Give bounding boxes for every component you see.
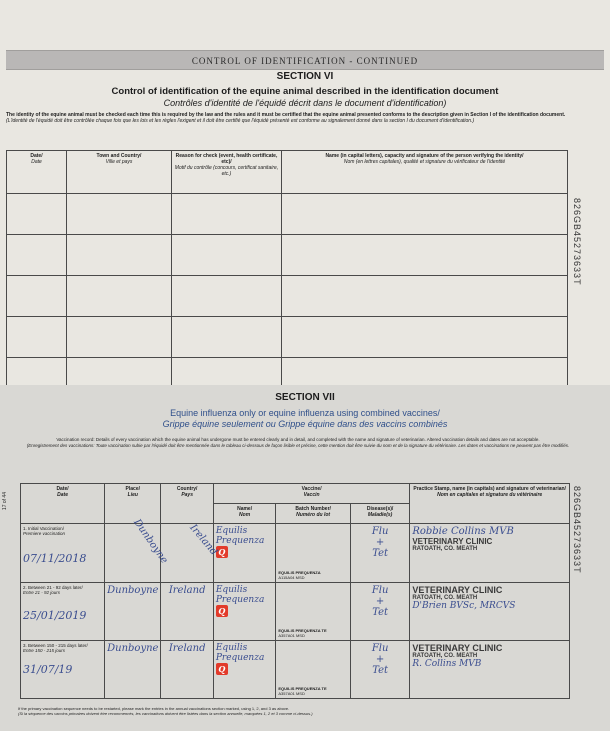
country-value: Ireland <box>161 583 213 641</box>
date-value: 25/01/2019 <box>23 609 87 622</box>
footer-fr: (Si la séquence des vaccins primaires doivent être recommencés, les vaccinations doivent être listées dans la section annuelle, marquées 1, 2 et 3 comme ci-dessus.) <box>18 711 313 716</box>
col-verifier: Name (in capital letters), capacity and signature of the person verifying the identity/ Nom (en lettres capitales), qualité et signature du vérificateur de l'identité <box>282 151 568 194</box>
section6-intro-fr: (L'identité de l'équidé doit être contrôlée chaque fois que les lois et les règles l'exigent et il doit être certifié que l'équidé présenté est conforme au signalement donné dans la section I du document d'identification.) <box>6 118 475 124</box>
place-value: Dunboyne <box>105 641 161 699</box>
identity-check-table <box>6 150 568 399</box>
section7-title: SECTION VII <box>275 392 335 403</box>
passport-id-top: 826GB45273633T <box>572 198 582 286</box>
date-cell: 3. Between 150 - 215 days later/ Entre 150 - 215 jours 31/07/19 <box>21 641 105 699</box>
col-vet: Practice Stamp, name (in capitals) and signature of veterinarian/ Nom en capitales et signature du vétérinaire <box>410 484 570 524</box>
table-row <box>21 641 570 699</box>
footer-en: If the primary vaccination sequence needs to be restarted, please mark the entries in the annual vaccinations section marked, using 1, 2, and 3 as above. <box>18 706 290 711</box>
table-row <box>7 235 568 276</box>
col-vaccine-name: Name/ Nom <box>213 504 276 524</box>
date-value: 31/07/19 <box>23 663 73 676</box>
table-row <box>21 583 570 641</box>
section6-heading-fr: Contrôles d'identité de l'équidé décrit dans le document d'identification) <box>163 98 447 108</box>
col-disease: Disease(s)/ Maladie(s) <box>350 504 409 524</box>
equilis-logo-icon: Q <box>216 546 228 558</box>
col-date: Date/ Date <box>21 484 105 524</box>
date-cell: 1. Initial Vaccination/ Premiere vaccination 07/11/2018 <box>21 524 105 583</box>
vaccine-name: Equilis Prequenza Q <box>213 524 276 583</box>
col-batch: Batch Number/ Numéro du lot <box>276 504 351 524</box>
header-band <box>6 50 604 70</box>
section6-intro-en: The identity of the equine animal must be checked each time this is required by the law and the rules and it must be certified that the equine animal presented conforms to the description given in Section I of the identification document. <box>6 112 566 118</box>
table-row <box>21 524 570 583</box>
date-value: 07/11/2018 <box>23 552 87 565</box>
col-date: Date/ Date <box>7 151 67 194</box>
vaccine-name: Equilis Prequenza Q <box>213 583 276 641</box>
equilis-logo-icon: Q <box>216 605 228 617</box>
date-cell: 2. Between 21 - 92 days later/ Entre 21 - 92 jours 25/01/2019 <box>21 583 105 641</box>
vaccination-table <box>20 483 570 699</box>
section7-note-fr: (Enregistrement des vaccinations: Toute vaccination subie par l'équidé doit être mentionnée dans le tableau ci-dessous de façon lisible et précise, cette mention doit être suivie du nom et de la signature du vétérinaire. Les dates et vaccinations ne peuvent pas être modifiés. <box>26 443 570 448</box>
table-row <box>7 317 568 358</box>
col-reason: Reason for check (event, health certificate, etc)/ Motif du contrôle (concours, certificat sanitaire, etc.) <box>172 151 282 194</box>
section6-intro <box>6 112 566 124</box>
table-row <box>7 194 568 235</box>
disease-value: Flu + Tet <box>350 641 409 699</box>
disease-value: Flu + Tet <box>350 524 409 583</box>
country-value: Ireland <box>161 641 213 699</box>
section6-title: SECTION VI <box>276 71 334 82</box>
batch-label: EQUILIS PREQUENZA A115A04 MSD <box>276 524 351 583</box>
section7-heading: Equine influenza only or equine influenza using combined vaccines/ <box>170 408 440 418</box>
place-value: Dunboyne <box>105 583 161 641</box>
table-row <box>7 276 568 317</box>
vet-stamp: VETERINARY CLINIC RATOATH, CO. MEATH R. Collins MVB <box>410 641 570 699</box>
disease-value: Flu + Tet <box>350 583 409 641</box>
batch-label: EQUILIS PREQUENZA TE A357A01 MSD <box>276 641 351 699</box>
section7-footer <box>18 706 578 716</box>
page-number-side: 17 of 44 <box>2 492 8 511</box>
section7-note-en: Vaccination record: Details of every vaccination which the equine animal has undergone must be entered clearly and in detail, and completed with the name and signature of veterinarian. Altered vaccination details and dates are not acceptable. <box>56 437 540 442</box>
col-place: Place/ Lieu <box>105 484 161 524</box>
vet-stamp: VETERINARY CLINIC RATOATH, CO. MEATH D'Brien BVSc, MRCVS <box>410 583 570 641</box>
place-value: Dunboyne <box>92 513 173 593</box>
section7-note <box>22 437 574 449</box>
country-value: Ireland <box>148 514 227 592</box>
vet-stamp: Robbie Collins MVB VETERINARY CLINIC RATOATH, CO. MEATH <box>410 524 570 583</box>
col-vaccine: Vaccine/ Vaccin <box>213 484 409 504</box>
col-town-country: Town and Country/ Ville et pays <box>67 151 172 194</box>
section6-heading: Control of identification of the equine animal described in the identification document <box>111 86 499 97</box>
col-country: Country/ Pays <box>161 484 213 524</box>
section7-heading-fr: Grippe équine seulement ou Grippe équine dans des vaccins combinés <box>162 419 448 429</box>
header-band-title: CONTROL OF IDENTIFICATION - CONTINUED <box>191 56 419 66</box>
passport-id-bottom: 826GB45273633T <box>572 486 582 574</box>
vaccine-name: Equilis Prequenza Q <box>213 641 276 699</box>
equilis-logo-icon: Q <box>216 663 228 675</box>
batch-label: EQUILIS PREQUENZA TE A357A01 MSD <box>276 583 351 641</box>
